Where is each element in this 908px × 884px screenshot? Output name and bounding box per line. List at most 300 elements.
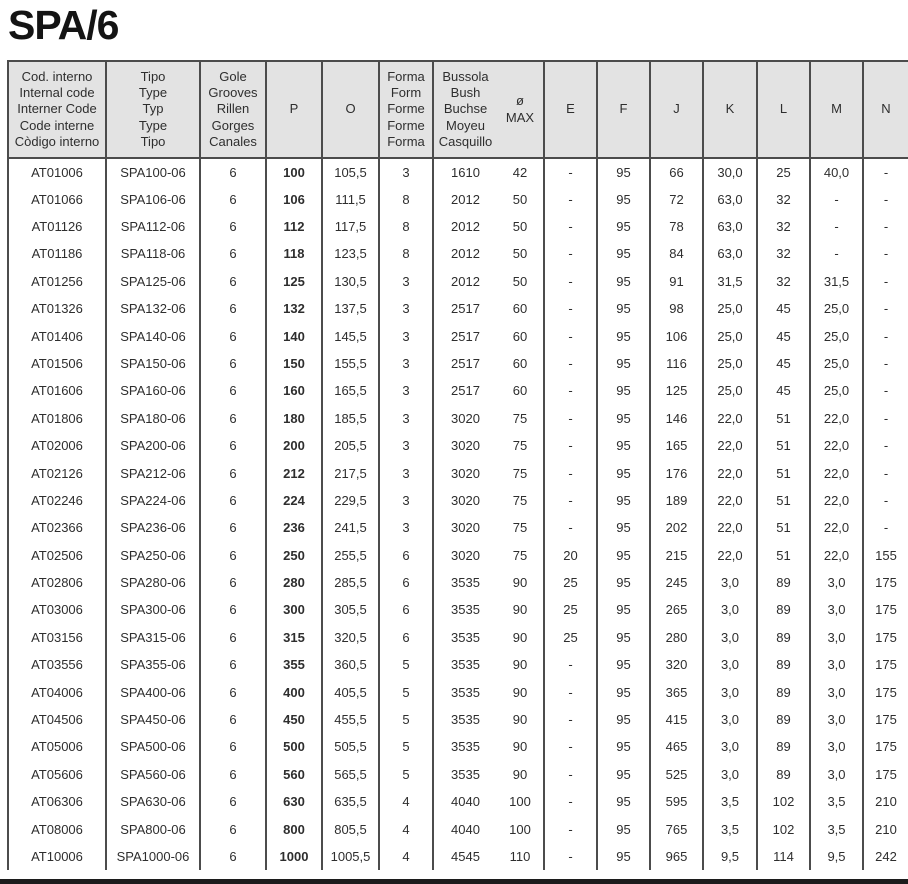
table-row	[8, 487, 908, 514]
cell-form: 4	[379, 788, 433, 815]
cell-l: 114	[757, 843, 810, 870]
table-row	[8, 815, 908, 842]
header-line: L	[779, 101, 788, 117]
cell-p: 125	[266, 268, 322, 295]
cell-diameter-max: 75	[497, 432, 544, 459]
cell-k: 3,0	[703, 651, 757, 678]
cell-e: -	[544, 487, 597, 514]
header-line: N	[881, 101, 891, 117]
cell-p: 280	[266, 569, 322, 596]
cell-e: -	[544, 432, 597, 459]
cell-n: 210	[863, 815, 908, 842]
cell-f: 95	[597, 815, 650, 842]
cell-n: 175	[863, 596, 908, 623]
cell-j: 202	[650, 514, 703, 541]
cell-type: SPA800-06	[106, 815, 200, 842]
cell-form: 3	[379, 158, 433, 185]
cell-diameter-max: 60	[497, 350, 544, 377]
cell-o: 217,5	[322, 459, 379, 486]
cell-type: SPA140-06	[106, 322, 200, 349]
cell-form: 6	[379, 541, 433, 568]
cell-form: 3	[379, 459, 433, 486]
cell-n: -	[863, 295, 908, 322]
cell-p: 315	[266, 624, 322, 651]
cell-type: SPA315-06	[106, 624, 200, 651]
cell-bush: 2517	[433, 377, 497, 404]
cell-internal-code: AT01406	[8, 322, 106, 349]
cell-p: 160	[266, 377, 322, 404]
cell-f: 95	[597, 185, 650, 212]
cell-l: 45	[757, 377, 810, 404]
header-line: Code interne	[19, 117, 95, 133]
cell-o: 117,5	[322, 213, 379, 240]
table-row	[8, 295, 908, 322]
cell-diameter-max: 90	[497, 678, 544, 705]
table-row	[8, 459, 908, 486]
cell-n: 175	[863, 569, 908, 596]
cell-m: 22,0	[810, 432, 863, 459]
cell-k: 22,0	[703, 459, 757, 486]
header-line: Forma	[387, 133, 425, 149]
header-line: Forma	[387, 69, 425, 84]
cell-f: 95	[597, 569, 650, 596]
header-line: Form	[390, 85, 422, 101]
cell-k: 25,0	[703, 322, 757, 349]
cell-j: 84	[650, 240, 703, 267]
cell-bush: 4040	[433, 815, 497, 842]
header-line: Type	[138, 85, 168, 101]
table-row	[8, 624, 908, 651]
cell-k: 3,0	[703, 569, 757, 596]
table-row	[8, 377, 908, 404]
cell-type: SPA355-06	[106, 651, 200, 678]
cell-type: SPA100-06	[106, 158, 200, 185]
header-line: P	[289, 101, 299, 117]
cell-o: 455,5	[322, 706, 379, 733]
cell-j: 595	[650, 788, 703, 815]
cell-k: 30,0	[703, 158, 757, 185]
cell-e: -	[544, 350, 597, 377]
cell-internal-code: AT01326	[8, 295, 106, 322]
cell-o: 565,5	[322, 761, 379, 788]
cell-o: 229,5	[322, 487, 379, 514]
cell-m: 3,0	[810, 569, 863, 596]
cell-type: SPA1000-06	[106, 843, 200, 870]
cell-form: 8	[379, 213, 433, 240]
cell-j: 106	[650, 322, 703, 349]
cell-e: -	[544, 651, 597, 678]
cell-o: 241,5	[322, 514, 379, 541]
cell-grooves: 6	[200, 459, 266, 486]
cell-f: 95	[597, 678, 650, 705]
header-line: Gorges	[211, 117, 255, 133]
cell-n: -	[863, 240, 908, 267]
cell-f: 95	[597, 240, 650, 267]
cell-l: 32	[757, 213, 810, 240]
cell-f: 95	[597, 268, 650, 295]
header-line: Gole	[219, 69, 247, 84]
cell-e: -	[544, 405, 597, 432]
cell-f: 95	[597, 761, 650, 788]
cell-e: -	[544, 788, 597, 815]
cell-j: 245	[650, 569, 703, 596]
table-row	[8, 788, 908, 815]
cell-m: 40,0	[810, 158, 863, 185]
cell-o: 111,5	[322, 185, 379, 212]
cell-m: -	[810, 185, 863, 212]
cell-bush: 3535	[433, 761, 497, 788]
cell-n: 175	[863, 706, 908, 733]
cell-o: 360,5	[322, 651, 379, 678]
cell-grooves: 6	[200, 158, 266, 185]
cell-n: -	[863, 432, 908, 459]
cell-diameter-max: 90	[497, 624, 544, 651]
cell-internal-code: AT04006	[8, 678, 106, 705]
cell-l: 102	[757, 788, 810, 815]
cell-j: 78	[650, 213, 703, 240]
cell-p: 150	[266, 350, 322, 377]
cell-grooves: 6	[200, 843, 266, 870]
cell-l: 51	[757, 541, 810, 568]
cell-diameter-max: 75	[497, 459, 544, 486]
cell-f: 95	[597, 541, 650, 568]
cell-o: 255,5	[322, 541, 379, 568]
table-row	[8, 213, 908, 240]
header-line: M	[831, 101, 842, 117]
cell-p: 100	[266, 158, 322, 185]
cell-n: 175	[863, 678, 908, 705]
header-line: Moyeu	[445, 117, 486, 133]
cell-k: 22,0	[703, 541, 757, 568]
cell-p: 224	[266, 487, 322, 514]
cell-e: 20	[544, 541, 597, 568]
cell-l: 32	[757, 240, 810, 267]
cell-l: 51	[757, 432, 810, 459]
cell-form: 5	[379, 678, 433, 705]
cell-bush: 3020	[433, 459, 497, 486]
cell-l: 51	[757, 514, 810, 541]
cell-form: 3	[379, 405, 433, 432]
cell-internal-code: AT03006	[8, 596, 106, 623]
cell-bush: 4040	[433, 788, 497, 815]
cell-internal-code: AT02506	[8, 541, 106, 568]
cell-bush: 3535	[433, 624, 497, 651]
cell-j: 72	[650, 185, 703, 212]
cell-k: 25,0	[703, 377, 757, 404]
cell-bush: 3535	[433, 569, 497, 596]
cell-m: 3,0	[810, 733, 863, 760]
cell-diameter-max: 100	[497, 815, 544, 842]
cell-j: 280	[650, 624, 703, 651]
cell-bush: 3020	[433, 514, 497, 541]
header-cell-internal-code	[8, 61, 106, 158]
cell-bush: 3020	[433, 432, 497, 459]
cell-m: 25,0	[810, 322, 863, 349]
cell-diameter-max: 110	[497, 843, 544, 870]
cell-grooves: 6	[200, 624, 266, 651]
cell-o: 205,5	[322, 432, 379, 459]
cell-e: -	[544, 733, 597, 760]
cell-bush: 2012	[433, 268, 497, 295]
cell-internal-code: AT02366	[8, 514, 106, 541]
cell-l: 45	[757, 350, 810, 377]
cell-n: -	[863, 185, 908, 212]
cell-diameter-max: 75	[497, 487, 544, 514]
header-line: MAX	[505, 109, 535, 125]
cell-diameter-max: 90	[497, 651, 544, 678]
header-line: E	[566, 101, 575, 117]
cell-internal-code: AT01806	[8, 405, 106, 432]
header-cell-k	[703, 61, 757, 158]
cell-n: -	[863, 158, 908, 185]
cell-f: 95	[597, 788, 650, 815]
cell-e: -	[544, 459, 597, 486]
cell-form: 3	[379, 377, 433, 404]
cell-p: 560	[266, 761, 322, 788]
cell-k: 31,5	[703, 268, 757, 295]
cell-internal-code: AT02126	[8, 459, 106, 486]
header-cell-j	[650, 61, 703, 158]
cell-diameter-max: 75	[497, 541, 544, 568]
cell-k: 63,0	[703, 240, 757, 267]
cell-grooves: 6	[200, 651, 266, 678]
cell-bush: 3535	[433, 596, 497, 623]
cell-f: 95	[597, 651, 650, 678]
cell-grooves: 6	[200, 213, 266, 240]
header-line: Forme	[387, 117, 425, 133]
cell-diameter-max: 60	[497, 377, 544, 404]
cell-o: 165,5	[322, 377, 379, 404]
cell-n: -	[863, 514, 908, 541]
header-cell-bush	[433, 61, 497, 158]
cell-m: -	[810, 213, 863, 240]
header-line: Type	[138, 117, 168, 133]
cell-e: -	[544, 377, 597, 404]
cell-internal-code: AT02006	[8, 432, 106, 459]
cell-f: 95	[597, 405, 650, 432]
cell-p: 1000	[266, 843, 322, 870]
cell-internal-code: AT01006	[8, 158, 106, 185]
cell-internal-code: AT01506	[8, 350, 106, 377]
cell-k: 3,5	[703, 788, 757, 815]
cell-diameter-max: 60	[497, 295, 544, 322]
cell-k: 9,5	[703, 843, 757, 870]
cell-grooves: 6	[200, 541, 266, 568]
cell-m: 22,0	[810, 405, 863, 432]
cell-f: 95	[597, 158, 650, 185]
cell-m: 3,0	[810, 678, 863, 705]
cell-e: -	[544, 761, 597, 788]
cell-type: SPA630-06	[106, 788, 200, 815]
cell-form: 6	[379, 569, 433, 596]
header-cell-l	[757, 61, 810, 158]
cell-n: -	[863, 459, 908, 486]
cell-grooves: 6	[200, 405, 266, 432]
cell-f: 95	[597, 706, 650, 733]
cell-o: 805,5	[322, 815, 379, 842]
cell-diameter-max: 100	[497, 788, 544, 815]
cell-n: -	[863, 377, 908, 404]
cell-m: 22,0	[810, 541, 863, 568]
cell-m: 22,0	[810, 459, 863, 486]
table-body	[8, 158, 908, 870]
cell-k: 63,0	[703, 185, 757, 212]
cell-bush: 2517	[433, 350, 497, 377]
header-cell-type	[106, 61, 200, 158]
header-line: Bussola	[442, 69, 489, 84]
cell-form: 6	[379, 596, 433, 623]
cell-e: -	[544, 815, 597, 842]
cell-m: 22,0	[810, 514, 863, 541]
cell-diameter-max: 90	[497, 596, 544, 623]
cell-internal-code: AT01186	[8, 240, 106, 267]
cell-diameter-max: 90	[497, 733, 544, 760]
header-cell-grooves	[200, 61, 266, 158]
cell-type: SPA125-06	[106, 268, 200, 295]
cell-internal-code: AT03156	[8, 624, 106, 651]
cell-internal-code: AT10006	[8, 843, 106, 870]
header-line: Bush	[450, 85, 481, 101]
cell-type: SPA224-06	[106, 487, 200, 514]
cell-internal-code: AT03556	[8, 651, 106, 678]
cell-o: 123,5	[322, 240, 379, 267]
cell-o: 145,5	[322, 322, 379, 349]
cell-grooves: 6	[200, 268, 266, 295]
cell-e: 25	[544, 624, 597, 651]
cell-n: -	[863, 213, 908, 240]
cell-l: 89	[757, 624, 810, 651]
cell-type: SPA250-06	[106, 541, 200, 568]
cell-grooves: 6	[200, 377, 266, 404]
cell-k: 3,0	[703, 596, 757, 623]
cell-l: 89	[757, 596, 810, 623]
cell-o: 130,5	[322, 268, 379, 295]
cell-p: 250	[266, 541, 322, 568]
cell-e: -	[544, 514, 597, 541]
table-row	[8, 678, 908, 705]
cell-k: 22,0	[703, 432, 757, 459]
table-row	[8, 569, 908, 596]
cell-internal-code: AT01256	[8, 268, 106, 295]
cell-e: -	[544, 678, 597, 705]
cell-m: 3,0	[810, 596, 863, 623]
cell-form: 3	[379, 268, 433, 295]
cell-type: SPA500-06	[106, 733, 200, 760]
cell-bush: 3020	[433, 405, 497, 432]
cell-n: -	[863, 268, 908, 295]
table-row	[8, 651, 908, 678]
cell-p: 112	[266, 213, 322, 240]
cell-e: -	[544, 268, 597, 295]
header-line: Rillen	[216, 101, 250, 117]
cell-k: 3,0	[703, 733, 757, 760]
cell-grooves: 6	[200, 761, 266, 788]
cell-f: 95	[597, 596, 650, 623]
cell-bush: 3535	[433, 651, 497, 678]
cell-diameter-max: 75	[497, 405, 544, 432]
cell-m: 22,0	[810, 487, 863, 514]
cell-p: 450	[266, 706, 322, 733]
cell-m: 25,0	[810, 377, 863, 404]
cell-o: 155,5	[322, 350, 379, 377]
cell-m: 31,5	[810, 268, 863, 295]
cell-bush: 3020	[433, 487, 497, 514]
cell-internal-code: AT01126	[8, 213, 106, 240]
header-line: Tipo	[140, 69, 166, 84]
cell-o: 320,5	[322, 624, 379, 651]
header-line: K	[725, 101, 735, 117]
page-title: SPA/6	[8, 2, 119, 48]
cell-l: 51	[757, 487, 810, 514]
header-line: Grooves	[208, 85, 258, 101]
cell-j: 765	[650, 815, 703, 842]
cell-n: 175	[863, 624, 908, 651]
header-line: F	[619, 101, 628, 117]
cell-f: 95	[597, 295, 650, 322]
cell-type: SPA236-06	[106, 514, 200, 541]
cell-diameter-max: 75	[497, 514, 544, 541]
cell-internal-code: AT08006	[8, 815, 106, 842]
cell-form: 3	[379, 514, 433, 541]
cell-f: 95	[597, 514, 650, 541]
cell-bush: 3535	[433, 733, 497, 760]
cell-e: -	[544, 213, 597, 240]
cell-p: 180	[266, 405, 322, 432]
table-row	[8, 350, 908, 377]
cell-f: 95	[597, 377, 650, 404]
cell-e: -	[544, 158, 597, 185]
cell-j: 116	[650, 350, 703, 377]
cell-l: 51	[757, 459, 810, 486]
table-row	[8, 706, 908, 733]
cell-n: 210	[863, 788, 908, 815]
cell-m: 3,0	[810, 624, 863, 651]
cell-f: 95	[597, 733, 650, 760]
cell-j: 265	[650, 596, 703, 623]
cell-l: 89	[757, 706, 810, 733]
cell-type: SPA400-06	[106, 678, 200, 705]
cell-j: 91	[650, 268, 703, 295]
cell-form: 4	[379, 815, 433, 842]
header-cell-e	[544, 61, 597, 158]
header-line: ø	[516, 93, 524, 109]
cell-bush: 3020	[433, 541, 497, 568]
cell-k: 3,0	[703, 678, 757, 705]
cell-k: 3,0	[703, 761, 757, 788]
cell-p: 500	[266, 733, 322, 760]
table-row	[8, 761, 908, 788]
table-row	[8, 185, 908, 212]
cell-n: 175	[863, 733, 908, 760]
cell-internal-code: AT04506	[8, 706, 106, 733]
cell-grooves: 6	[200, 350, 266, 377]
cell-type: SPA200-06	[106, 432, 200, 459]
cell-form: 4	[379, 843, 433, 870]
cell-grooves: 6	[200, 569, 266, 596]
cell-o: 305,5	[322, 596, 379, 623]
cell-j: 320	[650, 651, 703, 678]
header-cell-diameter-max	[497, 61, 544, 158]
cell-o: 185,5	[322, 405, 379, 432]
cell-n: 242	[863, 843, 908, 870]
cell-diameter-max: 90	[497, 761, 544, 788]
cell-form: 3	[379, 350, 433, 377]
cell-grooves: 6	[200, 706, 266, 733]
cell-internal-code: AT05006	[8, 733, 106, 760]
header-line: Còdigo interno	[14, 133, 100, 149]
cell-n: -	[863, 322, 908, 349]
cell-j: 215	[650, 541, 703, 568]
